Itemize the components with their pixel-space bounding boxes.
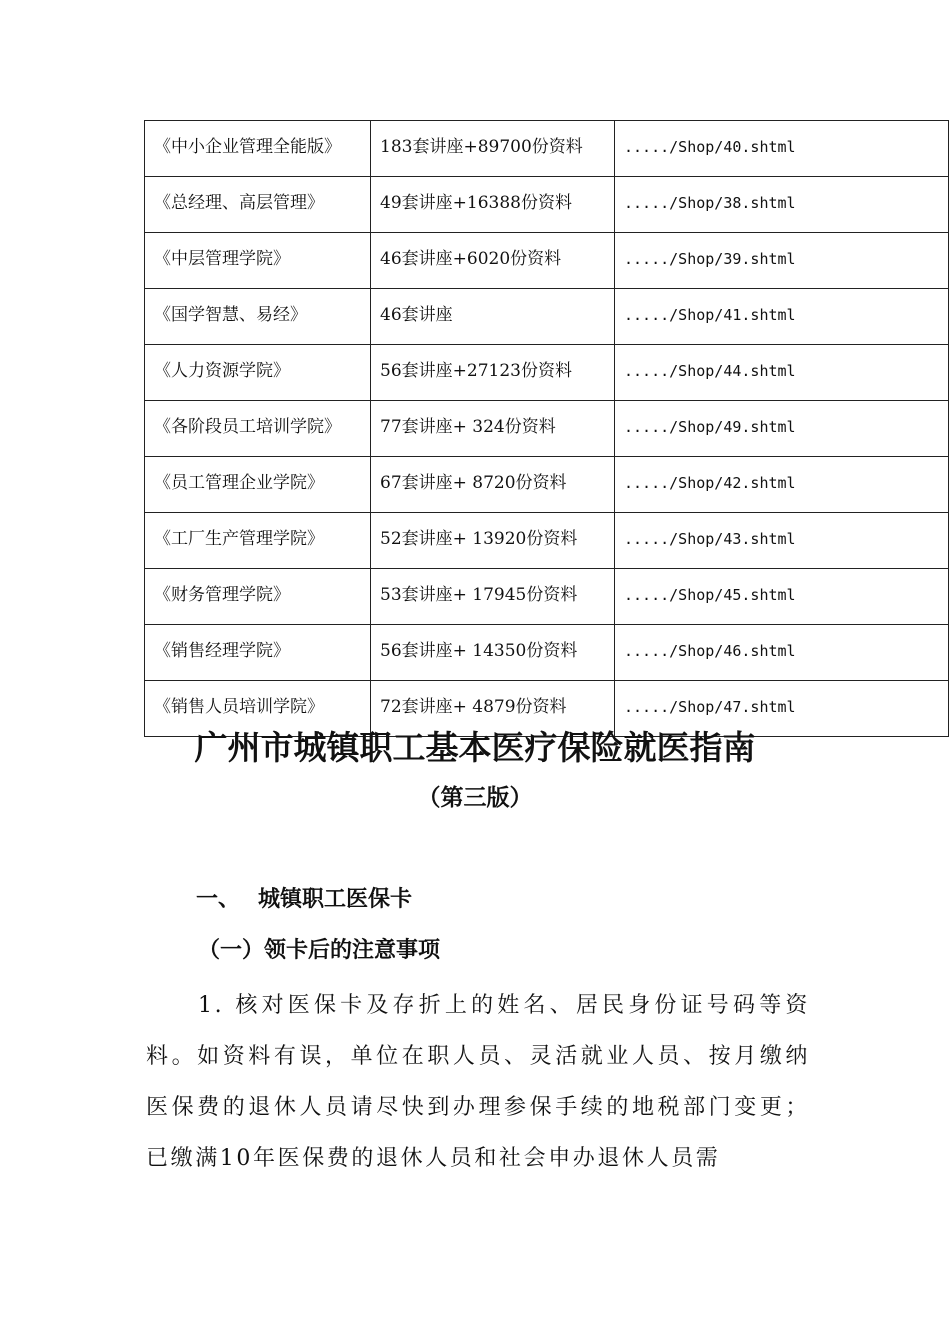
- course-name-cell: 《中层管理学院》: [145, 233, 371, 289]
- course-content-cell: 56套讲座+ 14350份资料: [371, 625, 615, 681]
- table-row: [145, 345, 949, 401]
- table-row: [145, 121, 949, 177]
- catalog-body: [145, 121, 949, 737]
- section-title: 城镇职工医保卡: [258, 886, 413, 912]
- subsection-heading: （一）领卡后的注意事项: [198, 937, 441, 963]
- course-name-cell: 《国学智慧、易经》: [145, 289, 371, 345]
- course-link-cell[interactable]: ...../Shop/38.shtml: [615, 177, 949, 233]
- table-row: [145, 177, 949, 233]
- course-link-cell[interactable]: ...../Shop/44.shtml: [615, 345, 949, 401]
- course-link-cell[interactable]: ...../Shop/46.shtml: [615, 625, 949, 681]
- course-content-cell: 46套讲座: [371, 289, 615, 345]
- course-content-cell: 52套讲座+ 13920份资料: [371, 513, 615, 569]
- course-link-cell[interactable]: ...../Shop/47.shtml: [615, 681, 949, 737]
- course-name-cell: 《销售经理学院》: [145, 625, 371, 681]
- course-link-cell[interactable]: ...../Shop/40.shtml: [615, 121, 949, 177]
- table-row: [145, 513, 949, 569]
- course-name-cell: 《中小企业管理全能版》: [145, 121, 371, 177]
- course-content-cell: 183套讲座+89700份资料: [371, 121, 615, 177]
- course-content-cell: 72套讲座+ 4879份资料: [371, 681, 615, 737]
- course-link-cell[interactable]: ...../Shop/43.shtml: [615, 513, 949, 569]
- section-heading: [196, 882, 412, 913]
- body-paragraph: 1. 核对医保卡及存折上的姓名、居民身份证号码等资料。如资料有误，单位在职人员、灵活就业人员、按月缴纳医保费的退休人员请尽快到办理参保手续的地税部门变更；已缴满10年医保费的退休人员和社会申办退休人员需: [146, 993, 810, 1171]
- course-content-cell: 49套讲座+16388份资料: [371, 177, 615, 233]
- table-row: [145, 401, 949, 457]
- course-name-cell: 《工厂生产管理学院》: [145, 513, 371, 569]
- course-name-cell: 《总经理、高层管理》: [145, 177, 371, 233]
- course-catalog-table: [144, 120, 949, 737]
- course-name-cell: 《人力资源学院》: [145, 345, 371, 401]
- document-title: 广州市城镇职工基本医疗保险就医指南: [194, 728, 756, 767]
- table-row: [145, 457, 949, 513]
- course-link-cell[interactable]: ...../Shop/39.shtml: [615, 233, 949, 289]
- course-link-cell[interactable]: ...../Shop/49.shtml: [615, 401, 949, 457]
- course-content-cell: 46套讲座+6020份资料: [371, 233, 615, 289]
- course-link-cell[interactable]: ...../Shop/41.shtml: [615, 289, 949, 345]
- course-content-cell: 53套讲座+ 17945份资料: [371, 569, 615, 625]
- course-content-cell: 56套讲座+27123份资料: [371, 345, 615, 401]
- course-name-cell: 《财务管理学院》: [145, 569, 371, 625]
- table-row: [145, 625, 949, 681]
- table-row: [145, 289, 949, 345]
- course-name-cell: 《各阶段员工培训学院》: [145, 401, 371, 457]
- document-edition: （第三版）: [417, 784, 533, 811]
- course-content-cell: 77套讲座+ 324份资料: [371, 401, 615, 457]
- course-name-cell: 《员工管理企业学院》: [145, 457, 371, 513]
- table-row: [145, 233, 949, 289]
- section-number: 一、: [196, 886, 241, 912]
- course-content-cell: 67套讲座+ 8720份资料: [371, 457, 615, 513]
- course-name-cell: 《销售人员培训学院》: [145, 681, 371, 737]
- table-row: [145, 569, 949, 625]
- course-link-cell[interactable]: ...../Shop/42.shtml: [615, 457, 949, 513]
- course-link-cell[interactable]: ...../Shop/45.shtml: [615, 569, 949, 625]
